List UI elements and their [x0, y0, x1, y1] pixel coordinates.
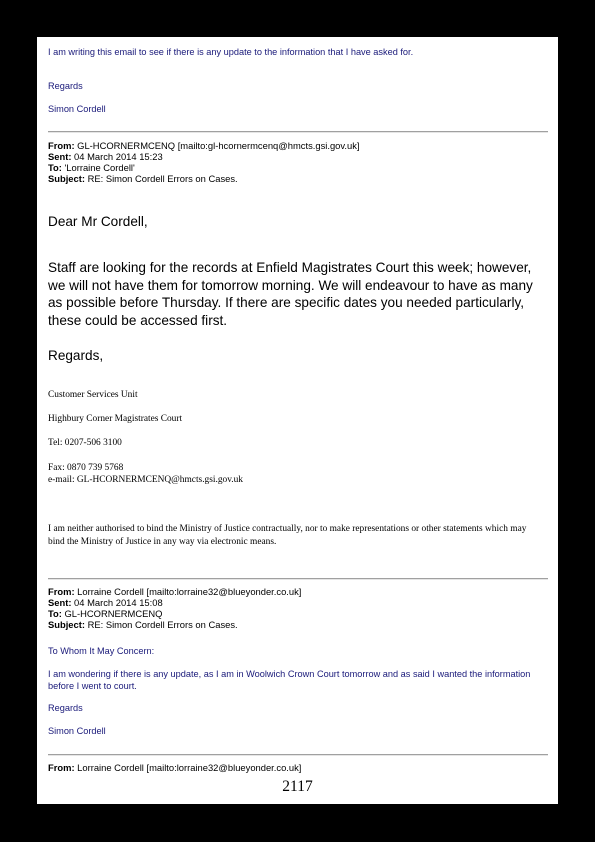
email-header-block: [48, 587, 301, 631]
email-body: I am wondering if there is any update, as I am in Woolwich Crown Court tomorrow and as said I wanted the information before I went to court.: [48, 669, 531, 691]
email-header-block: [48, 763, 301, 774]
signature-unit: Customer Services Unit: [48, 390, 138, 400]
signature-tel: Tel: 0207-506 3100: [48, 438, 122, 448]
separator-rule: [48, 754, 548, 755]
signature-court: Highbury Corner Magistrates Court: [48, 414, 183, 424]
document-page: [37, 37, 558, 804]
signature-email: e-mail: GL-HCORNERMCENQ@hmcts.gsi.gov.uk: [48, 475, 243, 485]
email-greeting: To Whom It May Concern:: [48, 646, 155, 656]
header-from: From: Lorraine Cordell [mailto:lorraine32@blueyonder.co.uk]: [48, 586, 302, 597]
signature-fax: Fax: 0870 739 5768: [48, 463, 124, 473]
email-greeting: Dear Mr Cordell,: [48, 214, 148, 229]
header-from: From: Lorraine Cordell [mailto:lorraine32@blueyonder.co.uk]: [48, 762, 302, 773]
email-signature: Simon Cordell: [48, 726, 106, 736]
email-closing: Regards: [48, 81, 83, 91]
separator-rule: [48, 131, 548, 132]
email-body-line: I am writing this email to see if there is any update to the information that I have asked for.: [48, 47, 414, 57]
header-sent: Sent: 04 March 2014 15:23: [48, 150, 163, 162]
separator-rule: [48, 578, 548, 579]
header-to: To: GL-HCORNERMCENQ: [48, 607, 163, 619]
email-signature: Simon Cordell: [48, 104, 106, 114]
email-body: Staff are looking for the records at Enfield Magistrates Court this week; however, we will not have them for tomorrow morning. We will endeavour to have as many as possible before Thursday. If there are specific dates you needed particularly, these could be accessed first.: [48, 260, 533, 328]
header-from: From: GL-HCORNERMCENQ [mailto:gl-hcornermcenq@hmcts.gsi.gov.uk]: [48, 140, 360, 151]
email-closing: Regards,: [48, 348, 104, 363]
header-to: To: 'Lorraine Cordell': [48, 161, 135, 173]
header-sent: Sent: 04 March 2014 15:08: [48, 596, 163, 608]
email-header-block: [48, 141, 360, 185]
email-disclaimer: I am neither authorised to bind the Ministry of Justice contractually, nor to make representations or other statements which may bind the Ministry of Justice in any way via electronic means.: [48, 524, 527, 547]
email-closing: Regards: [48, 703, 83, 713]
header-subject: Subject: RE: Simon Cordell Errors on Cases.: [48, 618, 238, 630]
page-number: 2117: [282, 778, 313, 795]
header-subject: Subject: RE: Simon Cordell Errors on Cases.: [48, 172, 238, 184]
